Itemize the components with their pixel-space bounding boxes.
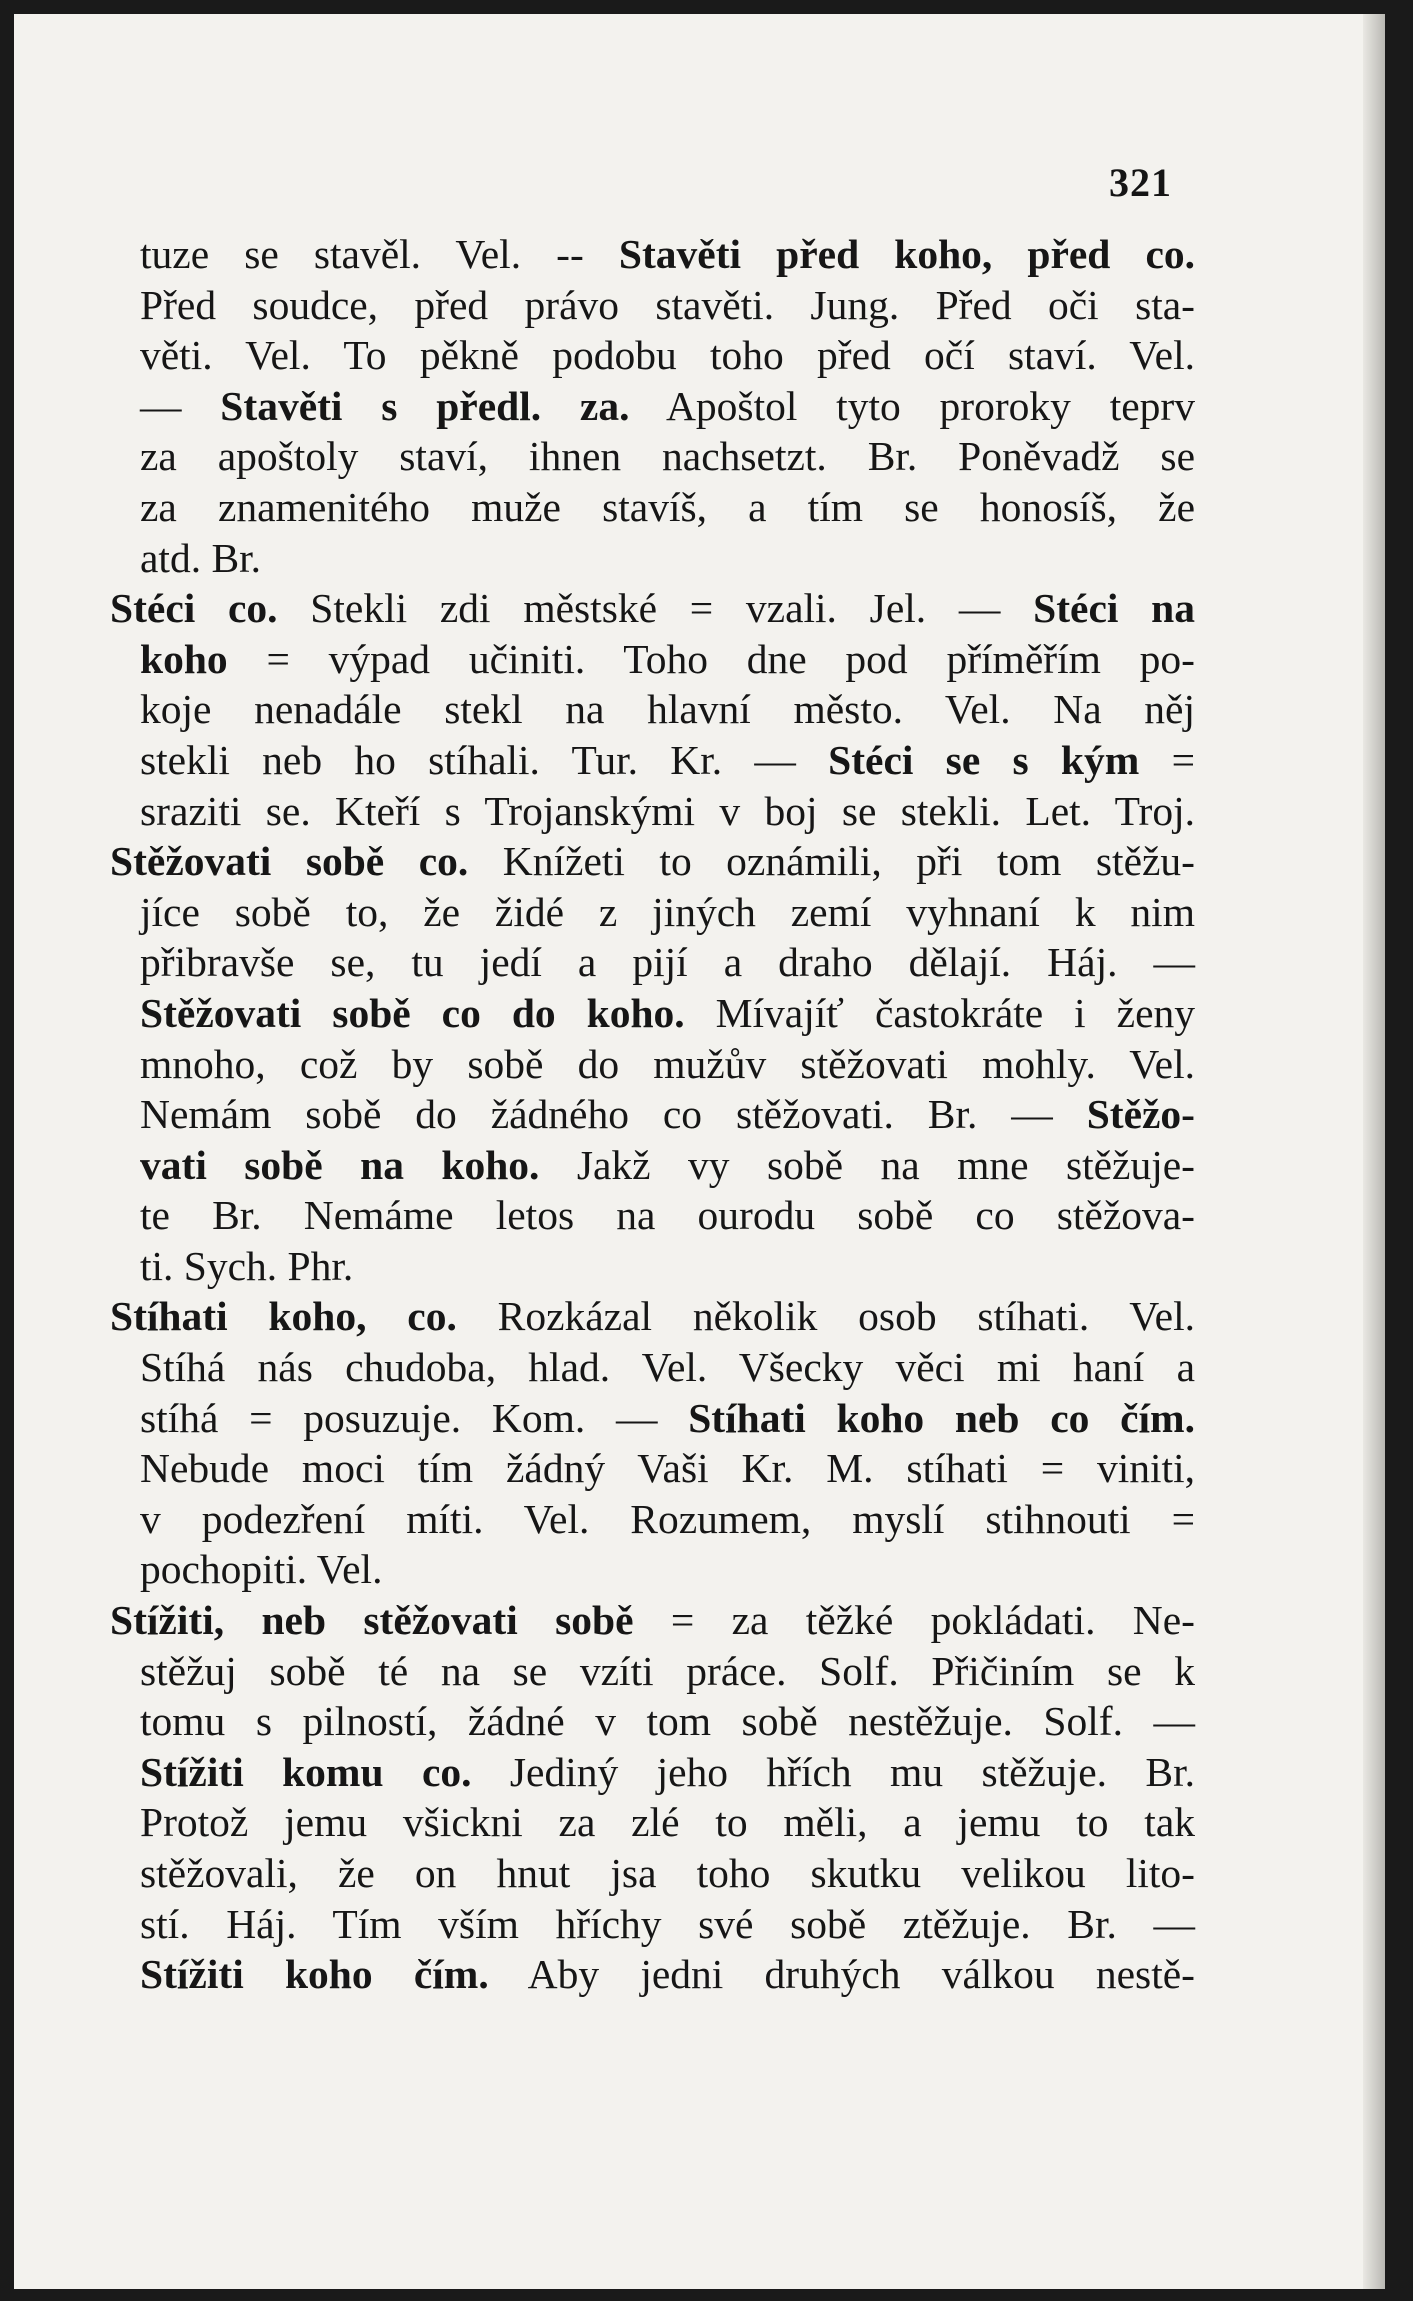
text-run: Aby jedni druhých válkou nestě- [488,1951,1195,1998]
text-run: ti. Sych. Phr. [140,1242,354,1289]
text-line [140,1039,1195,1090]
headword: vati sobě na koho. [140,1141,540,1188]
text-line [140,1797,1195,1848]
text-run: Stíhá nás chudoba, hlad. Vel. Všecky věci mi haní a [140,1344,1195,1391]
text-line [140,1241,1195,1292]
headword: Stéci se s kým [828,736,1140,783]
text-line [140,887,1195,938]
text-line [110,583,1195,634]
text-run: stí. Háj. Tím vším hříchy své sobě ztěžuje. Br. — [140,1900,1195,1947]
text-line [140,1899,1195,1950]
text-run: jíce sobě to, že židé z jiných zemí vyhnaní k nim [140,888,1195,935]
headword: Stížiti koho čím. [140,1951,489,1998]
text-line [140,1089,1195,1140]
text-line [140,1848,1195,1899]
text-run: Mívajíť častokráte i ženy [684,989,1195,1036]
text-run: za apoštoly staví, ihnen nachsetzt. Br. Poněvadž se [140,433,1195,480]
text-run: = za těžké pokládati. Ne- [633,1597,1196,1644]
text-run: Protož jemu všickni za zlé to měli, a jemu to tak [140,1799,1195,1846]
text-run: stekli neb ho stíhali. Tur. Kr. — [140,736,829,783]
headword: Stavěti s předl. za. [220,382,630,429]
text-run: — [140,382,221,429]
headword: Stížiti, neb stěžovati sobě [110,1597,634,1644]
text-line [140,1646,1195,1697]
headword: Stěžo- [1086,1091,1195,1138]
text-line [140,1140,1195,1191]
text-line [110,1291,1195,1342]
text-run: stěžuj sobě té na se vzíti práce. Solf. Přičiním se k [140,1647,1195,1694]
text-run: tuze se stavěl. Vel. -- [140,231,619,277]
text-run: = výpad učiniti. Toho dne pod příměřím po- [227,635,1195,682]
text-line [110,836,1195,887]
headword: Stížiti komu co. [140,1748,472,1795]
headword: Stěžovati sobě co do koho. [140,989,685,1036]
text-line [140,280,1195,331]
page-number: 321 [1109,160,1172,205]
text-line [140,229,1195,280]
text-line [140,786,1195,837]
headword: Stěžovati sobě co. [110,838,469,885]
text-run: za znamenitého muže stavíš, a tím se honosíš, že [140,483,1195,530]
text-line [140,1747,1195,1798]
text-line [140,1190,1195,1241]
text-line [140,482,1195,533]
text-line [140,1949,1195,2000]
headword: Stéci na [1033,585,1195,632]
headword: Stavěti před koho, před co. [618,231,1196,277]
text-line [140,634,1195,685]
text-run: sraziti se. Kteří s Trojanskými v boj se stekli. Let. Troj. [140,787,1195,834]
text-run: koje nenadále stekl na hlavní město. Vel. Na něj [140,686,1195,733]
text-run: Nebude moci tím žádný Vaši Kr. M. stíhati = viniti, [140,1445,1195,1492]
text-line [140,684,1195,735]
text-run: stěžovali, že on hnut jsa toho skutku velikou lito- [140,1850,1195,1896]
text-run: pochopiti. Vel. [140,1546,383,1593]
text-line [140,1494,1195,1545]
text-run: Před soudce, před právo stavěti. Jung. Před oči sta- [140,281,1195,328]
text-line [140,735,1195,786]
text-line [140,1696,1195,1747]
text-run: věti. Vel. To pěkně podobu toho před očí staví. Vel. [140,332,1195,379]
text-line [140,381,1195,432]
text-line [140,1342,1195,1393]
text-run: Jediný jeho hřích mu stěžuje. Br. [471,1748,1195,1795]
text-run: Jakž vy sobě na mne stěžuje- [539,1141,1195,1188]
text-run: v podezření míti. Vel. Rozumem, myslí stihnouti = [140,1495,1195,1542]
text-line [140,330,1195,381]
text-line [140,533,1195,584]
text-run: Knížeti to oznámili, při tom stěžu- [468,838,1195,885]
text-run: Stekli zdi městské = vzali. Jel. — [277,585,1034,632]
text-run: = [1139,736,1196,783]
text-run: atd. Br. [140,534,262,581]
headword: koho [140,635,228,682]
text-run: přibravše se, tu jedí a pijí a draho dělají. Háj. — [140,939,1195,986]
headword: Stíhati koho, co. [110,1293,457,1340]
text-line [140,1393,1195,1444]
text-run: mnoho, což by sobě do mužův stěžovati mohly. Vel. [140,1040,1195,1087]
text-line [140,1544,1195,1595]
text-run: Nemám sobě do žádného co stěžovati. Br. — [140,1091,1087,1138]
text-run: tomu s pilností, žádné v tom sobě nestěžuje. Solf. — [140,1698,1195,1745]
text-line [140,937,1195,988]
text-run: te Br. Nemáme letos na ourodu sobě co stěžova- [140,1192,1195,1239]
page-edge-shadow [1363,14,1385,2289]
text-line [140,1443,1195,1494]
headword: Stíhati koho neb co čím. [688,1394,1195,1441]
text-line [140,431,1195,482]
page-text-body [110,229,1196,2000]
text-run: Apoštol tyto proroky teprv [629,382,1195,429]
headword: Stéci co. [110,585,278,632]
text-line [140,988,1195,1039]
book-page [14,14,1385,2289]
text-run: Rozkázal několik osob stíhati. Vel. [456,1293,1195,1340]
text-run: stíhá = posuzuje. Kom. — [140,1394,689,1441]
text-line [110,1595,1195,1646]
